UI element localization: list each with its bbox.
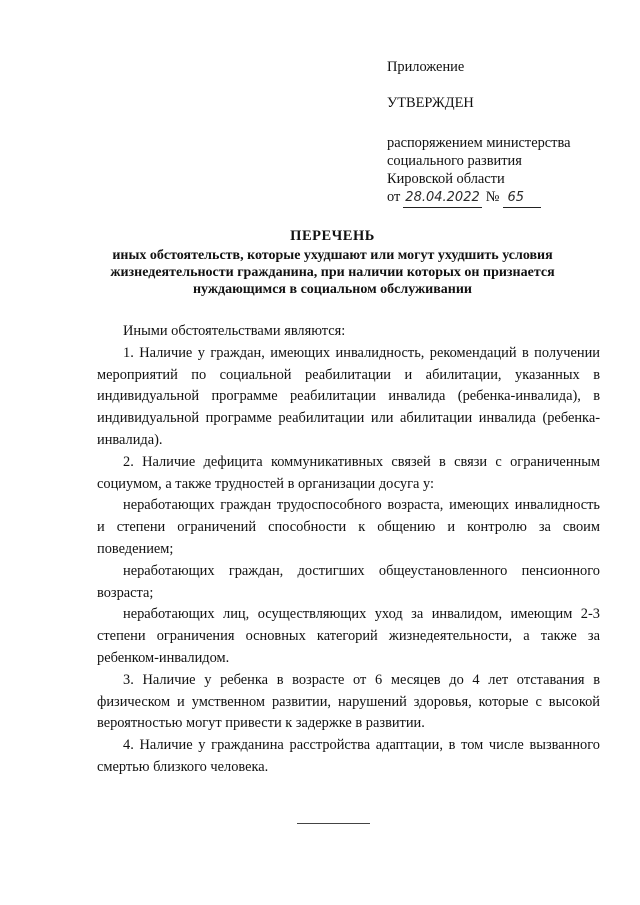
list-item-4: 4. Наличие у гражданина расстройства адаптации, в том числе вызванного смертью близкого человека.	[97, 737, 600, 775]
issuer-block	[387, 134, 570, 208]
title-subtitle-line: иных обстоятельств, которые ухудшают или могут ухудшить условия	[112, 248, 553, 263]
list-item-3: 3. Наличие у ребенка в возрасте от 6 месяцев до 4 лет отставания в физическом и умственном развитии, нарушений здоровья, которые с высокой вероятностью могут привести к задержке в развитии.	[97, 671, 600, 732]
list-subitem: неработающих граждан трудоспособного возраста, имеющих инвалидность и степени ограничений способности к общению и контролю за своим поведением;	[97, 497, 600, 557]
appendix-label: Приложение	[387, 59, 465, 75]
list-item-2: 2. Наличие дефицита коммуникативных связей в связи с ограниченным социумом, а также трудностей в организации досуга у:	[97, 453, 600, 492]
list-subitem: неработающих граждан, достигших общеустановленного пенсионного возраста;	[97, 562, 600, 601]
issuer-line: социального развития	[387, 153, 522, 169]
handwritten-date: 28.04.2022	[403, 189, 481, 208]
issuer-line: Кировской области	[387, 171, 505, 187]
document-body	[97, 321, 600, 779]
title-heading: ПЕРЕЧЕНЬ	[290, 228, 375, 244]
handwritten-number: 65	[503, 189, 541, 208]
end-separator-line	[297, 823, 370, 824]
list-item-1: 1. Наличие у граждан, имеющих инвалидность, рекомендаций в получении мероприятий по социальной реабилитации и абилитации, указанных в индивидуальной программе реабилитации инвалида (ребенка-инвалида), в индивидуальной программе реабилитации или абилитации инвалида (ребенка-инвалида).	[97, 344, 600, 448]
document-title	[60, 228, 605, 298]
title-subtitle-line: жизнедеятельности гражданина, при наличии которых он признается	[110, 265, 555, 280]
date-prefix: от	[387, 189, 401, 205]
approved-label: УТВЕРЖДЕН	[387, 95, 474, 111]
date-number-row	[387, 188, 570, 208]
number-prefix: №	[485, 189, 500, 205]
intro-paragraph: Иными обстоятельствами являются:	[123, 323, 346, 339]
title-subtitle-line: нуждающимся в социальном обслуживании	[192, 282, 472, 297]
issuer-line: распоряжением министерства	[387, 135, 571, 151]
list-subitem: неработающих лиц, осуществляющих уход за инвалидом, имеющим 2-3 степени ограничения основных категорий жизнедеятельности, а также за ребенком-инвалидом.	[97, 606, 600, 666]
